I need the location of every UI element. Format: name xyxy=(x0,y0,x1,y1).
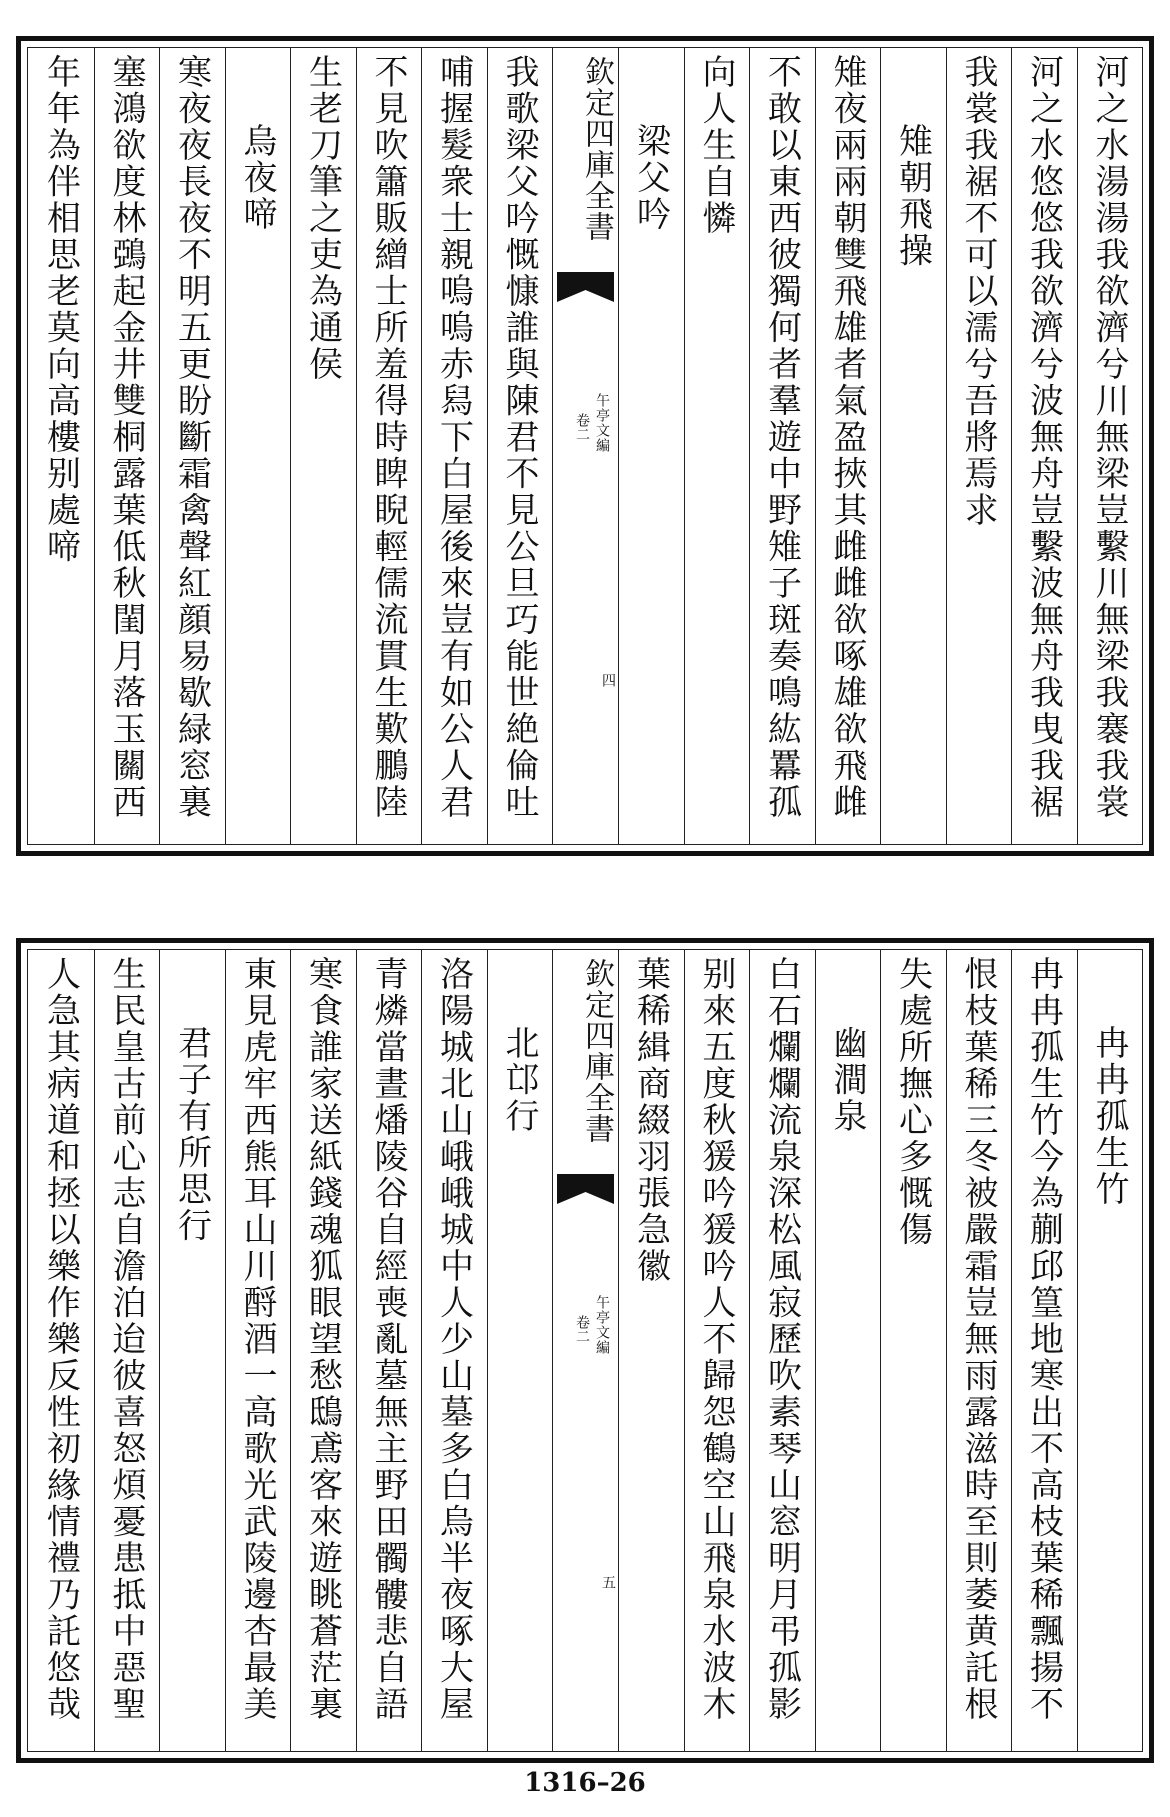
text-column: 寒食誰家送紙錢魂狐眼望愁鴟鳶客來遊眺蒼茫裏 xyxy=(290,950,356,1751)
text-column: 我歌梁父吟慨慷誰與陳君不見公旦巧能世絶倫吐 xyxy=(487,48,553,844)
text-column: 生老刀筆之吏為通侯 xyxy=(290,48,356,844)
center-fold xyxy=(552,950,618,1751)
text-column: 寒夜夜長夜不明五更盼斷霜禽聲紅顔易歇緑窓裏 xyxy=(159,48,225,844)
text-column: 失處所撫心多慨傷 xyxy=(880,950,946,1751)
text-column: 不敢以東西彼獨何者羣遊中野雉子斑奏鳴紘羃孤 xyxy=(749,48,815,844)
text-column: 我裳我裾不可以濡兮吾將焉求 xyxy=(946,48,1012,844)
volume-label: 卷二 xyxy=(574,1315,590,1343)
work-title: 午亭文編 xyxy=(594,1295,610,1355)
work-title: 午亭文編 xyxy=(594,393,610,453)
text-column: 洛陽城北山峨峨城中人少山墓多白烏半夜啄大屋 xyxy=(421,950,487,1751)
page-footer-number: 1316–26 xyxy=(524,1768,646,1798)
bottom-page-frame xyxy=(27,949,1143,1752)
poem-title: 梁父吟 xyxy=(618,48,684,844)
volume-label: 卷二 xyxy=(574,413,590,441)
fishtail-mark xyxy=(557,1174,614,1204)
folio-number: 四 xyxy=(600,673,616,687)
text-column: 青燐當晝燔陵谷自經喪亂墓無主野田髑髏悲自語 xyxy=(356,950,422,1751)
center-fold xyxy=(552,48,618,844)
text-column: 白石爛爛流泉深松風寂歷吹素琴山窓明月弔孤影 xyxy=(749,950,815,1751)
text-column: 東見虎牢西熊耳山川酹酒一高歌光武陵邊杏最美 xyxy=(225,950,291,1751)
text-column: 别來五度秋猨吟猨吟人不歸怨鶴空山飛泉水波木 xyxy=(684,950,750,1751)
text-column: 恨枝葉稀三冬被嚴霜豈無雨露滋時至則萎黄託根 xyxy=(946,950,1012,1751)
fishtail-mark xyxy=(557,272,614,302)
top-page xyxy=(16,36,1154,856)
poem-title: 雉朝飛操 xyxy=(880,48,946,844)
poem-title: 冉冉孤生竹 xyxy=(1077,950,1143,1751)
text-column: 冉冉孤生竹今為蒯邱篁地寒出不高枝葉稀飄揚不 xyxy=(1011,950,1077,1751)
book-title: 欽定四庫全書 xyxy=(579,958,614,1144)
poem-title: 北邙行 xyxy=(487,950,553,1751)
text-column: 河之水湯湯我欲濟兮川無梁豈繫川無梁我褰我裳 xyxy=(1077,48,1143,844)
text-column: 年年為伴相思老莫向高樓别處啼 xyxy=(40,54,81,565)
book-title: 欽定四庫全書 xyxy=(579,56,614,242)
text-column: 雉夜兩兩朝雙飛雄者氣盈挾其雌雌欲啄雄欲飛雌 xyxy=(815,48,881,844)
folio-number: 五 xyxy=(600,1575,616,1589)
text-column: 生民皇古前心志自澹泊迨彼喜怒煩憂患抵中惡聖 xyxy=(94,950,160,1751)
text-column: 哺握髮衆士親嗚嗚赤舄下白屋後來豈有如公人君 xyxy=(421,48,487,844)
bottom-page xyxy=(16,938,1154,1763)
text-column: 塞鴻欲度林鵶起金井雙桐露葉低秋閨月落玉關西 xyxy=(94,48,160,844)
text-column: 向人生自憐 xyxy=(684,48,750,844)
top-page-frame xyxy=(27,47,1143,845)
text-column: 河之水悠悠我欲濟兮波無舟豈繫波無舟我曳我裾 xyxy=(1011,48,1077,844)
text-column: 人急其病道和拯以樂作樂反性初緣情禮乃託悠哉 xyxy=(40,956,81,1723)
text-column: 不見吹簫販繒士所羞得時睥睨輕儒流貫生歎鵬陸 xyxy=(356,48,422,844)
poem-title: 幽澗泉 xyxy=(815,950,881,1751)
text-column: 葉稀緝商綴羽張急徽 xyxy=(618,950,684,1751)
poem-title: 君子有所思行 xyxy=(159,950,225,1751)
poem-title: 烏夜啼 xyxy=(225,48,291,844)
